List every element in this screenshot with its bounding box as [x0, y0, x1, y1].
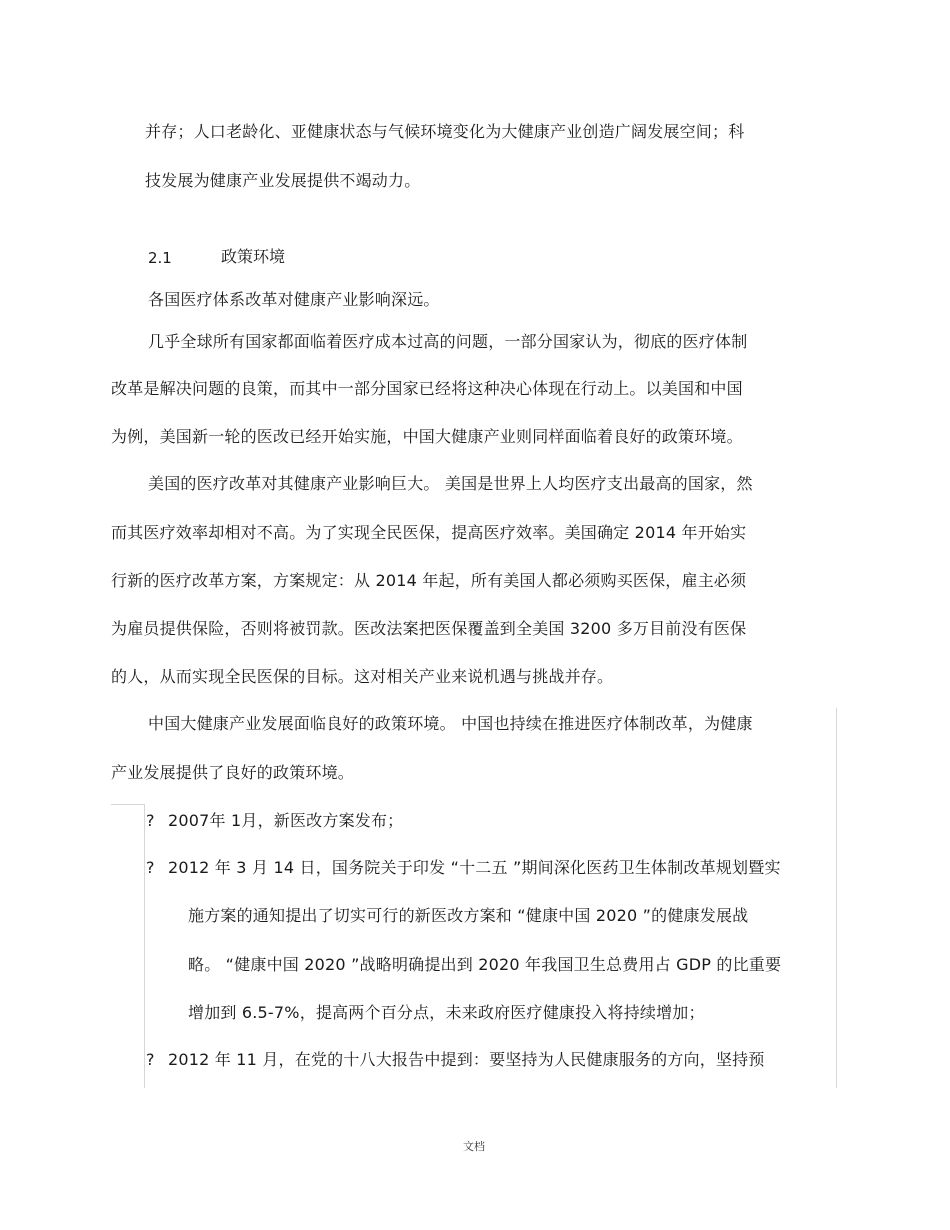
body-text-line: 而其医疗效率却相对不高。为了实现全民医保，提高医疗效率。美国确定 2014 年开始实 [111, 523, 747, 542]
body-text-line: 美国的医疗改革对其健康产业影响巨大。 美国是世界上人均医疗支出最高的国家，然 [148, 474, 753, 493]
bullet-text-line: 施方案的通知提出了切实可行的新医改方案和 “健康中国 2020 ”的健康发展战 [188, 906, 749, 925]
body-text-line: 的人，从而实现全民医保的目标。这对相关产业来说机遇与挑战并存。 [111, 667, 614, 686]
section-number: 2.1 [148, 249, 172, 267]
frame-border-top-left [111, 804, 144, 805]
body-text-line: 改革是解决问题的良策，而其中一部分国家已经将这种决心体现在行动上。以美国和中国 [111, 379, 743, 398]
body-text-line: 技发展为健康产业发展提供不竭动力。 [145, 171, 421, 190]
bullet-text-line: 2012 年 3 月 14 日，国务院关于印发 “十二五 ”期间深化医药卫生体制改革规划暨实 [168, 858, 781, 877]
frame-border-right [836, 708, 837, 1088]
bullet-marker: ? [146, 811, 155, 830]
body-text-line: 为雇员提供保险，否则将被罚款。医改法案把医保覆盖到全美国 3200 多万目前没有医保 [111, 619, 747, 638]
body-text-line: 行新的医疗改革方案，方案规定：从 2014 年起，所有美国人都必须购买医保，雇主必须 [111, 571, 747, 590]
body-text-line: 并存；人口老龄化、亚健康状态与气候环境变化为大健康产业创造广阔发展空间；科 [145, 122, 745, 141]
body-text-line: 为例，美国新一轮的医改已经开始实施，中国大健康产业则同样面临着良好的政策环境。 [111, 427, 743, 446]
section-title: 政策环境 [221, 247, 286, 266]
bullet-text-line: 2007年 1月，新医改方案发布； [168, 811, 404, 830]
bullet-marker: ? [146, 1050, 155, 1069]
body-text-line: 产业发展提供了良好的政策环境。 [111, 763, 355, 782]
paragraph-lead: 各国医疗体系改革对健康产业影响深远。 [148, 290, 440, 309]
frame-border-left [144, 804, 145, 1088]
body-text-line: 几乎全球所有国家都面临着医疗成本过高的问题，一部分国家认为，彻底的医疗体制 [148, 332, 748, 351]
page-footer: 文档 [463, 1140, 485, 1153]
bullet-text-line: 略。 “健康中国 2020 ”战略明确提出到 2020 年我国卫生总费用占 GDP 的比重要 [188, 955, 782, 974]
bullet-marker: ? [146, 858, 155, 877]
bullet-text-line: 2012 年 11 月，在党的十八大报告中提到：要坚持为人民健康服务的方向，坚持预 [168, 1050, 765, 1069]
bullet-text-line: 增加到 6.5-7%，提高两个百分点，未来政府医疗健康投入将持续增加； [188, 1003, 705, 1022]
body-text-line: 中国大健康产业发展面临良好的政策环境。 中国也持续在推进医疗体制改革，为健康 [148, 714, 753, 733]
